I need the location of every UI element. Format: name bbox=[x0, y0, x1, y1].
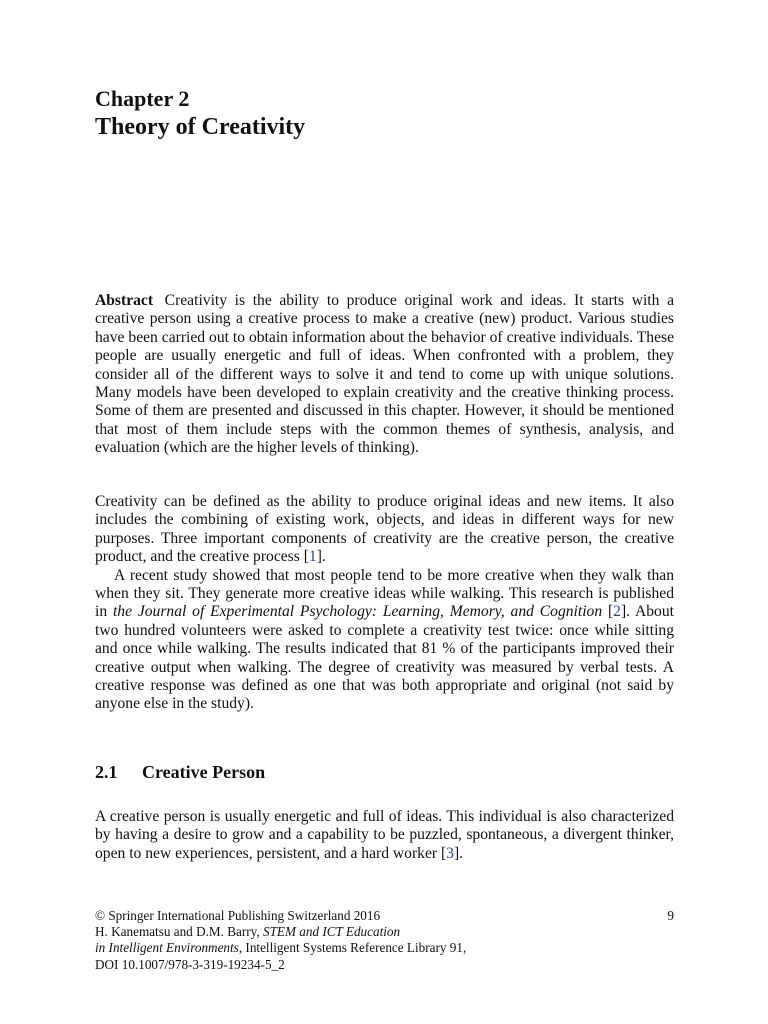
copyright-line: © Springer International Publishing Switzerland 2016 bbox=[95, 908, 381, 923]
footer bbox=[95, 908, 674, 973]
chapter-label: Chapter 2 bbox=[95, 86, 190, 111]
document-page bbox=[95, 0, 674, 1024]
paragraph-1-text: Creativity can be defined as the ability to produce original ideas and new items. It also includes the combining of existing work, objects, and ideas in different ways for new purposes. Three important components of creativity are the creative person, the creative product, and the creative process [ bbox=[95, 493, 674, 566]
paragraph-2-text-before: A recent study showed that most people tend to be more creative when they walk than when they sit. They generate more creative ideas while walking. This research is published in bbox=[95, 566, 674, 621]
citation-link-3[interactable]: 3 bbox=[446, 844, 454, 862]
doi-line: DOI 10.1007/978-3-319-19234-5_2 bbox=[95, 956, 285, 972]
journal-name: the Journal of Experimental Psychology: Learning, Memory, and Cognition bbox=[112, 603, 603, 621]
citation-link-2[interactable]: 2 bbox=[613, 603, 621, 621]
section-paragraph-1-after: ]. bbox=[453, 844, 464, 862]
abstract-label: Abstract bbox=[95, 292, 154, 309]
paragraph-2-text-after: ]. About two hundred volunteers were asked to complete a creativity test twice: once while sitting and once while walking. The results indicated that 81 % of the participants improved their creative output when walking. The degree of creativity was measured by verbal tests. A creative response was defined as one that was both appropriate and original (not said by anyone else in the study). bbox=[95, 603, 674, 713]
section-heading bbox=[95, 761, 265, 783]
abstract bbox=[95, 292, 674, 458]
chapter-title: Theory of Creativity bbox=[95, 114, 306, 140]
citation-line-1 bbox=[95, 924, 674, 940]
abstract-text: Creativity is the ability to produce original work and ideas. It starts with a creative person using a creative process to make a creative (new) product. Various studies have been carried out to obtain information about the behavior of creative individuals. These people are usually energetic and full of ideas. When confronted with a problem, they consider all of the different ways to solve it and tend to come up with unique solutions. Many models have been developed to explain creativity and the creative thinking process. Some of them are presented and discussed in this chapter. However, it should be mentioned that most of them include steps with the common themes of synthesis, analysis, and evaluation (which are the higher levels of thinking). bbox=[95, 292, 674, 457]
footer-book-title-2: in Intelligent Environments bbox=[95, 940, 239, 956]
section-paragraph-1-text: A creative person is usually energetic and full of ideas. This individual is also characterized by having a desire to grow and a capability to be puzzled, spontaneous, a divergent thinker, open to new experiences, persistent, and a hard worker [ bbox=[95, 808, 674, 862]
section-paragraph-1 bbox=[95, 808, 674, 863]
paragraph-1-after: ]. bbox=[316, 548, 326, 566]
paragraph-1 bbox=[95, 493, 674, 567]
citation-link-1[interactable]: 1 bbox=[308, 548, 317, 566]
paragraph-2 bbox=[95, 567, 674, 714]
section-number: 2.1 bbox=[95, 762, 118, 782]
footer-authors: H. Kanematsu and D.M. Barry, bbox=[95, 924, 263, 940]
citation-line-2 bbox=[95, 940, 674, 956]
footer-book-title-1: STEM and ICT Education bbox=[262, 924, 401, 940]
paragraph-2-text-mid: [ bbox=[602, 603, 614, 621]
section-body bbox=[95, 808, 674, 863]
footer-series: , Intelligent Systems Reference Library 91, bbox=[238, 940, 467, 956]
page-number: 9 bbox=[667, 908, 674, 923]
section-title: Creative Person bbox=[142, 762, 266, 782]
body-text bbox=[95, 493, 674, 714]
